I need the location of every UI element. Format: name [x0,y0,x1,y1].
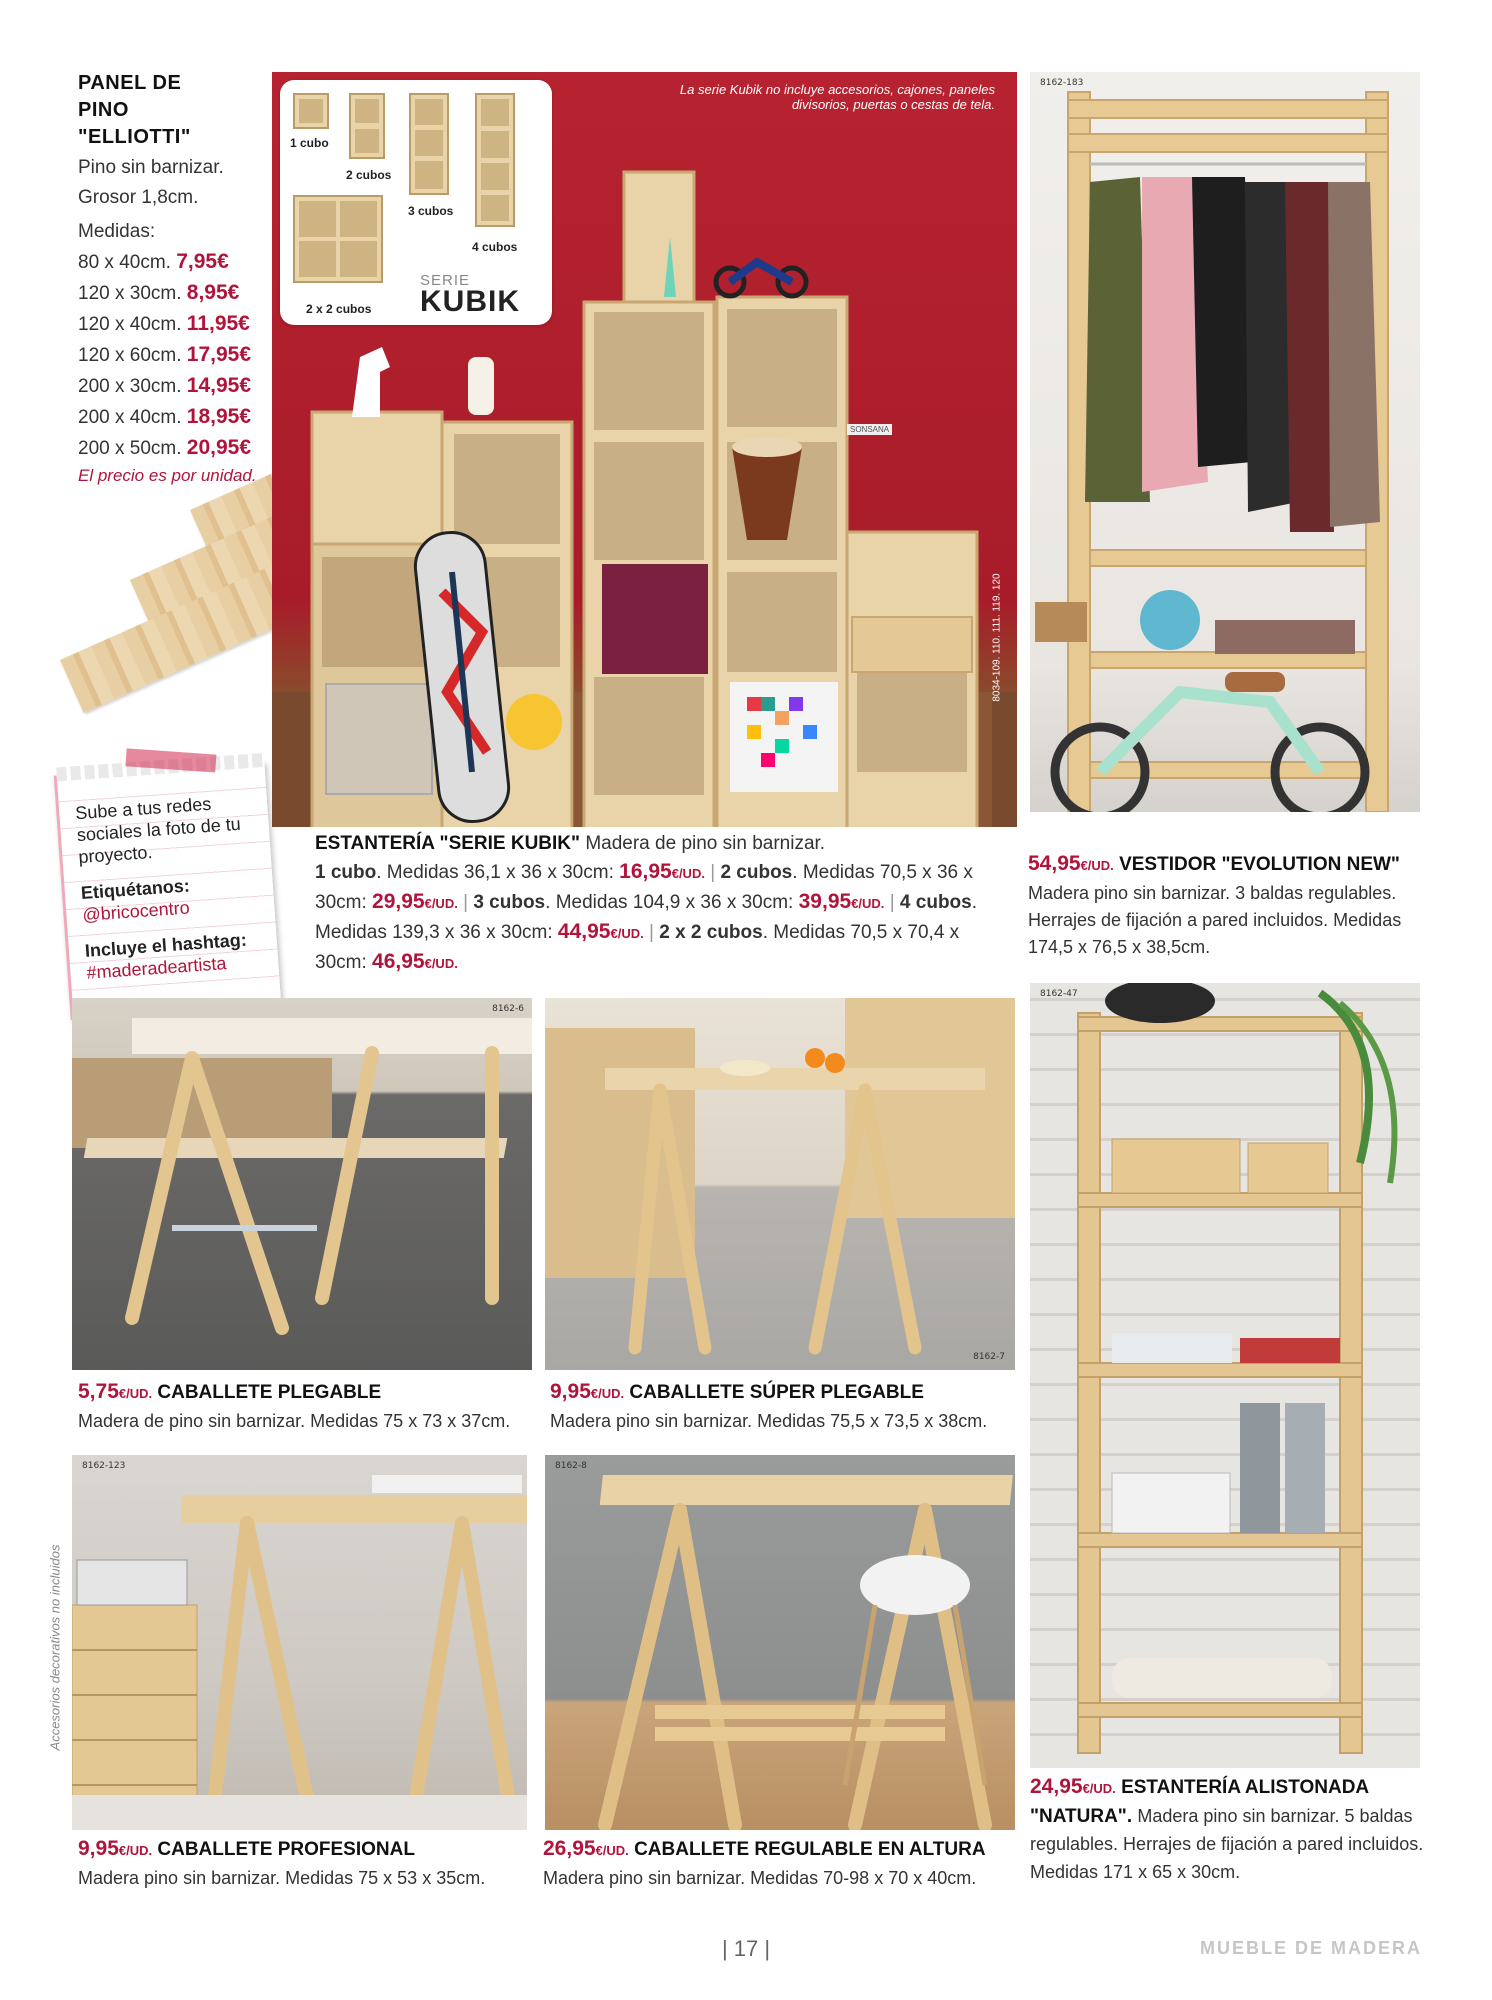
kubik-item-name: 3 cubos [473,892,546,913]
kubik-item-dims: Medidas 70,5 x 70,4 x 30cm: [315,922,960,973]
plegable-code: 8162-6 [492,1004,524,1014]
kubik-item-name: 1 cubo [315,862,377,883]
kubik-item-price: 29,95€/UD. [372,890,458,913]
panel-size-list [78,247,278,464]
panel-price-note: El precio es por unidad. [78,466,257,485]
panel-size-item: 120 x 40cm. 11,95€ [78,312,250,335]
kubik-item-dims: Medidas 70,5 x 36 x 30cm: [315,862,973,913]
plegable-photo [72,998,532,1370]
social-hashtag[interactable]: #maderadeartista [85,953,227,983]
super-photo [545,998,1015,1370]
super-caption [550,1378,1020,1435]
panel-size-item: 120 x 30cm. 8,95€ [78,281,240,304]
vestidor-caption [1028,850,1428,961]
social-tag-label: Etiquétanos: [80,875,191,904]
inset-brand-logo: KUBIK [420,285,520,318]
profesional-code: 8162-123 [82,1461,126,1471]
profesional-price: 9,95€/UD. [78,1837,153,1860]
profesional-photo [72,1455,527,1830]
plegable-title: CABALLETE PLEGABLE [157,1382,382,1403]
profesional-title: CABALLETE PROFESIONAL [157,1839,415,1860]
panel-size-item: 200 x 50cm. 20,95€ [78,436,252,459]
natura-title-2: "NATURA". [1030,1806,1133,1827]
kubik-item-dims: Medidas 104,9 x 36 x 30cm: [555,892,794,913]
super-illustration [545,998,1015,1370]
regulable-desc: Madera pino sin barnizar. Medidas 70-98 x 70 x 40cm. [543,1868,977,1888]
plegable-price: 5,75€/UD. [78,1380,153,1403]
vestidor-desc: Madera pino sin barnizar. 3 baldas regulables. Herrajes de fijación a pared incluidos. Medidas 174,5 x 76,5 x 38,5cm. [1028,883,1402,957]
kubik-item-name: 2 cubos [720,862,793,883]
natura-title-1: ESTANTERÍA ALISTONADA [1121,1777,1370,1798]
vestidor-illustration [1030,72,1420,812]
kubik-inset-card [280,80,552,325]
social-hashtag-label: Incluye el hashtag: [84,929,248,961]
kubik-item-price: 44,95€/UD. [557,920,644,943]
plegable-caption [78,1378,538,1435]
inset-label-2: 2 cubos [346,168,392,182]
profesional-caption [78,1835,538,1892]
kubik-item-name: 4 cubos [899,892,972,913]
super-price: 9,95€/UD. [550,1380,625,1403]
inset-label-3: 3 cubos [408,204,454,218]
natura-illustration [1030,983,1420,1768]
panel-block [78,70,278,486]
kubik-item-price: 46,95€/UD. [372,950,458,973]
drum-label: SONSANA [847,424,892,435]
vestidor-price: 54,95€/UD. [1028,852,1114,875]
social-note-card [54,761,282,1020]
side-disclaimer: Accesorios decorativos no incluidos [47,1544,63,1751]
inset-label-1: 1 cubo [290,136,329,150]
footer-section-title: MUEBLE DE MADERA [1199,1938,1422,1958]
vestidor-title: VESTIDOR "EVOLUTION NEW" [1119,854,1400,875]
profesional-illustration [72,1455,527,1830]
page-number: | 17 | [721,1936,771,1961]
regulable-caption [543,1835,1023,1892]
super-title: CABALLETE SÚPER PLEGABLE [629,1382,924,1403]
kubik-code: 8034-109. 110. 111. 119. 120 [991,573,1003,702]
social-tag[interactable]: @bricocentro [81,897,191,925]
social-prompt: Sube a tus redes sociales la foto de tu proyecto. [74,793,242,868]
panel-desc-2: Grosor 1,8cm. [78,187,199,208]
regulable-photo [545,1455,1015,1830]
panel-size-item: 200 x 40cm. 18,95€ [78,405,252,428]
panel-size-item: 80 x 40cm. 7,95€ [78,250,229,273]
kubik-notice: La serie Kubik no incluye accesorios, cajones, paneles divisorios, puertas o cestas de tela. [679,82,995,112]
kubik-item-dims: Medidas 36,1 x 36 x 30cm: [386,862,614,883]
panel-measures-label: Medidas: [78,221,156,242]
panel-title: PANEL DE PINO "ELLIOTTI" [78,72,191,148]
plegable-desc: Madera de pino sin barnizar. Medidas 75 x 73 x 37cm. [78,1411,511,1431]
super-desc: Madera pino sin barnizar. Medidas 75,5 x 73,5 x 38cm. [550,1411,988,1431]
kubik-item-price: 16,95€/UD. [619,860,705,883]
regulable-code: 8162-8 [555,1461,587,1471]
kubik-item-price: 39,95€/UD. [798,890,885,913]
regulable-title: CABALLETE REGULABLE EN ALTURA [634,1839,986,1860]
pine-planks-image [40,470,280,730]
inset-label-4: 4 cubos [472,240,518,254]
vestidor-code: 8162-183 [1040,78,1084,88]
regulable-illustration [545,1455,1015,1830]
kubik-title: ESTANTERÍA "SERIE KUBIK" [315,833,581,854]
kubik-intro: Madera de pino sin barnizar. [585,833,826,854]
natura-code: 8162-47 [1040,989,1078,999]
kubik-caption: ESTANTERÍA "SERIE KUBIK" Madera de pino sin barnizar. 1 cubo. Medidas 36,1 x 36 x 30cm: 16,95€/UD. | 2 cubos. Medidas 70,5 x 36 x 30cm: 29,95€/UD. | 3 cubos. Medidas 104,9 x 36 x 30cm: 39,95€/UD. | 4 cubos. Medidas 139,3 x 36 x 30cm: 44,95€/UD. | 2 x 2 cubos. Medidas 70,5 x 70,4 x 30cm: 46,95€/UD. [315,833,978,973]
profesional-desc: Madera pino sin barnizar. Medidas 75 x 53 x 35cm. [78,1868,486,1888]
inset-label-22: 2 x 2 cubos [306,302,372,316]
inset-serie: SERIE [420,272,471,289]
panel-size-item: 200 x 30cm. 14,95€ [78,374,252,397]
kubik-item-name: 2 x 2 cubos [659,922,763,943]
super-code: 8162-7 [973,1352,1005,1362]
natura-price: 24,95€/UD. [1030,1775,1116,1798]
natura-desc: Madera pino sin barnizar. 5 baldas regulables. Herrajes de fijación a pared incluidos. Medidas 171 x 65 x 30cm. [1030,1806,1424,1882]
vestidor-photo [1030,72,1420,812]
panel-size-item: 120 x 60cm. 17,95€ [78,343,252,366]
natura-caption [1030,1773,1425,1887]
natura-photo [1030,983,1420,1768]
regulable-price: 26,95€/UD. [543,1837,629,1860]
kubik-item-dims: Medidas 139,3 x 36 x 30cm: [315,922,553,943]
plegable-illustration [72,998,532,1370]
panel-desc-1: Pino sin barnizar. [78,157,224,178]
